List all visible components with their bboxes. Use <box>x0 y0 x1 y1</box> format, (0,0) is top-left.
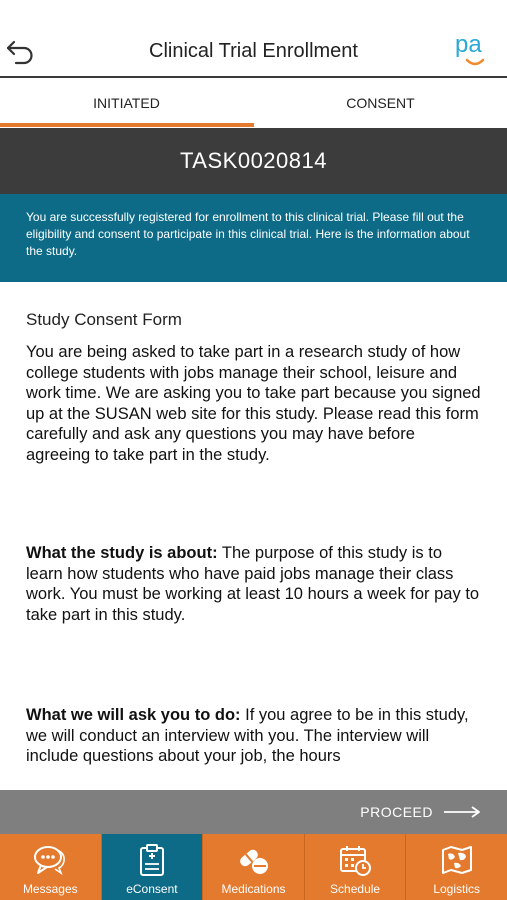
proceed-bar <box>0 790 507 834</box>
nav-label: eConsent <box>126 882 178 896</box>
nav-label: Medications <box>221 882 286 896</box>
nav-label: Schedule <box>330 882 381 896</box>
study-tasks-heading: What we will ask you to do: <box>26 706 241 724</box>
study-about-paragraph <box>26 543 481 625</box>
form-title: Study Consent Form <box>26 310 182 329</box>
study-tasks-text: If you agree to be in this study, we will conduct an interview with you. The interview will include questions about your job, the hours <box>26 706 469 765</box>
proceed-button[interactable] <box>360 790 481 834</box>
nav-messages[interactable] <box>0 834 102 900</box>
tab-bar <box>0 78 507 128</box>
tab-consent[interactable]: CONSENT <box>346 95 415 111</box>
app-header <box>0 0 507 78</box>
pa-logo-icon <box>455 32 495 70</box>
page-title: Clinical Trial Enrollment <box>149 40 358 62</box>
study-about-text: The purpose of this study is to learn how students who have paid jobs manage their class work. You must be working at least 10 hours a week for pay to take part in this study. <box>26 544 480 624</box>
intro-paragraph: You are being asked to take part in a research study of how college students with jobs manage their school, leisure and work time. We are asking you to take part because you signed up at the SUSAN web site for this study. Please read this form carefully and ask any questions you may have before agreeing to take part in the study. <box>26 343 481 464</box>
study-tasks-paragraph <box>26 705 481 767</box>
nav-medications[interactable] <box>203 834 305 900</box>
nav-econsent[interactable] <box>102 834 204 900</box>
consent-form-content[interactable] <box>0 282 507 790</box>
econsent-icon <box>135 844 169 876</box>
schedule-icon <box>338 844 372 876</box>
proceed-label: PROCEED <box>360 804 433 820</box>
svg-text:pa: pa <box>455 32 482 58</box>
messages-icon <box>33 844 67 876</box>
nav-label: Logistics <box>433 882 481 896</box>
task-id-bar: TASK0020814 <box>0 128 507 194</box>
info-banner: You are successfully registered for enrollment to this clinical trial. Please fill out the eligibility and consent to participate in this clinical trial. Here is the information about the study. <box>0 194 507 282</box>
nav-logistics[interactable] <box>406 834 507 900</box>
nav-label: Messages <box>22 882 78 896</box>
logistics-icon <box>440 844 474 876</box>
medications-icon <box>236 844 270 876</box>
active-tab-indicator <box>0 123 254 127</box>
arrow-right-icon <box>443 806 481 818</box>
bottom-nav <box>0 834 507 900</box>
tab-initiated[interactable]: INITIATED <box>93 95 160 111</box>
nav-schedule[interactable] <box>305 834 407 900</box>
app-logo <box>455 32 495 70</box>
study-about-heading: What the study is about: <box>26 544 218 562</box>
